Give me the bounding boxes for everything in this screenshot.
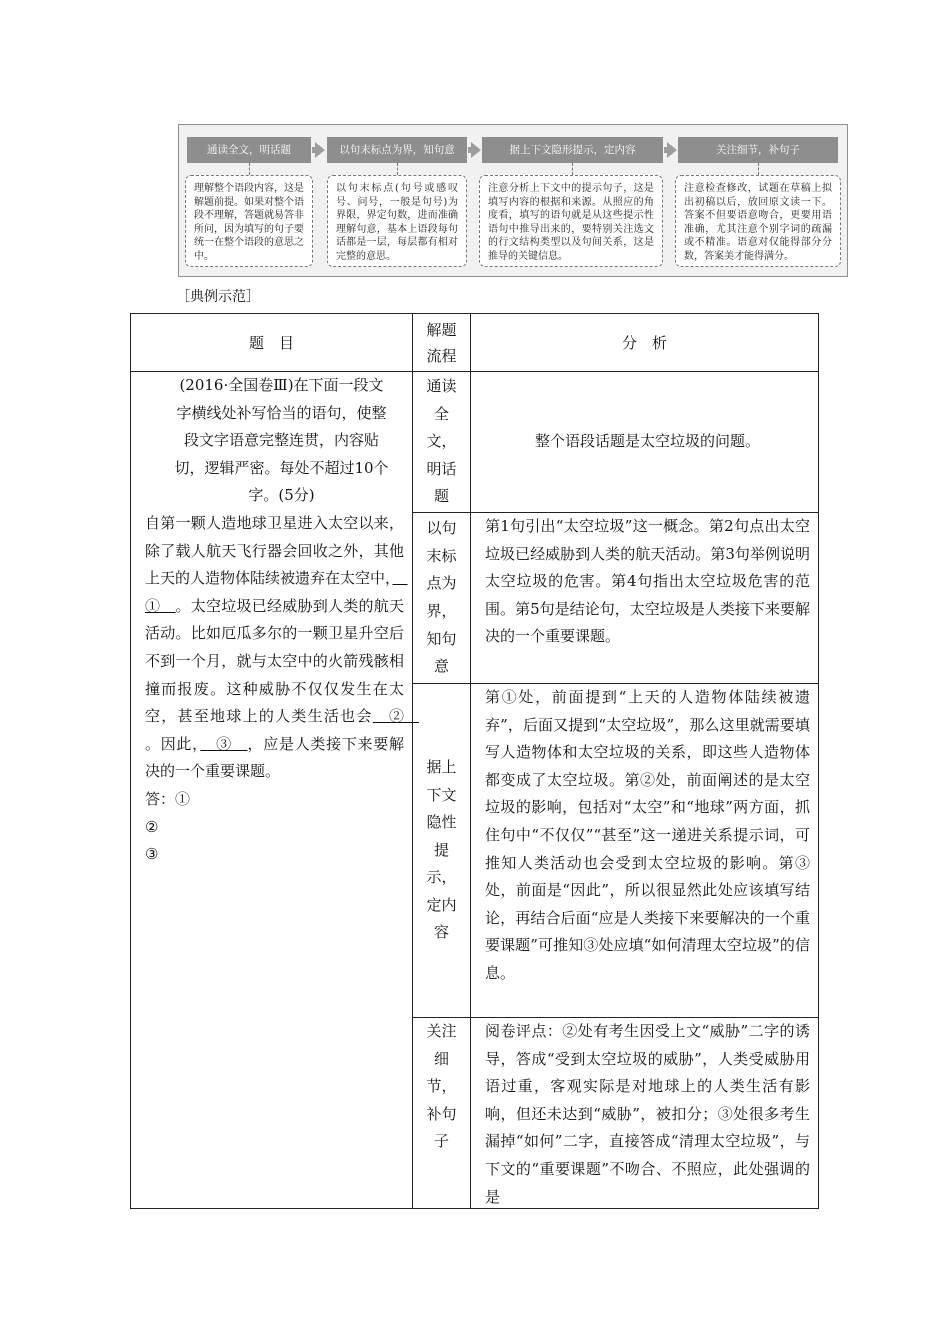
flow-connector-2 [397, 163, 398, 175]
flow-arrow-3-icon [667, 142, 677, 158]
passage-part-1: 自第一颗人造地球卫星进入太空以来，除了载人航天飞行器会回收之外，其他上天的人造物体陆续被遗弃在太空中， [145, 513, 404, 588]
question-passage [145, 510, 419, 786]
method-flow-diagram [178, 124, 848, 277]
process-step-4: 关注细节，补句子 [413, 1018, 471, 1209]
flow-step-4-title: 关注细节，补句子 [678, 137, 838, 163]
flow-connector-1 [249, 163, 250, 175]
answer-label-2: ② [145, 817, 159, 836]
blank-2: ② [372, 707, 419, 726]
flow-step-3-title: 据上下文隐形提示，定内容 [482, 137, 663, 163]
table-header-row [131, 314, 819, 372]
flow-step-3-desc: 注意分析上下文中的提示句子，这是填写内容的根据和来源。从照应的角度看，填写的语句就是从这些提示性语句中推导出来的，要特别关注选文的行文结构类型以及句间关系，这是推导的关键信息。 [479, 175, 663, 267]
flow-step-2-title: 以句末标点为界，知句意 [327, 137, 467, 163]
analysis-step-4-cell [471, 1018, 819, 1209]
passage-part-4: ，应是人类接下来要解决的一个重要课题。 [145, 734, 404, 781]
flow-arrow-2-icon [471, 142, 481, 158]
blank-3: ③ [200, 734, 248, 753]
section-caption: ［典例示范］ [176, 289, 260, 305]
table-row-1 [131, 372, 819, 513]
flow-arrow-1-icon [315, 142, 325, 158]
flow-connector-4 [758, 163, 759, 175]
flow-step-1-title: 通读全文，明话题 [187, 137, 311, 163]
header-analysis: 分 析 [471, 314, 819, 372]
question-intro: (2016·全国卷Ⅲ)在下面一段文字横线处补写恰当的语句，使整段文字语意完整连贯，内容贴切，逻辑严密。每处不超过10个字。(5分) [174, 376, 389, 505]
blank-1: ① [145, 569, 408, 615]
analysis-step-1: 整个语段话题是太空垃圾的问题。 [471, 372, 819, 513]
process-step-2: 以句末标点为界，知句意 [413, 513, 471, 684]
header-question: 题 目 [131, 314, 413, 372]
flow-step-1-desc: 理解整个语段内容，这是解题前提。如果对整个语段不理解，答题就易答非所问，因为填写的句子要统一在整个语段的意思之中。 [185, 175, 313, 267]
passage-part-2: 。太空垃圾已经威胁到人类的航天活动。比如厄瓜多尔的一颗卫星升空后不到一个月，就与太空中的火箭残骸相撞而报废。这种威胁不仅仅发生在太空，甚至地球上的人类生活也会 [145, 596, 404, 726]
analysis-step-2: 第1句引出“太空垃圾”这一概念。第2句点出太空垃圾已经威胁到人类的航天活动。第3句举例说明太空垃圾的危害。第4句指出太空垃圾危害的范围。第5句是结论句，太空垃圾是人类接下来要解决的一个重要课题。 [471, 513, 819, 684]
answer-label-3: ③ [145, 845, 159, 864]
passage-part-3: 。因此， [145, 734, 201, 753]
process-step-3: 据上下文隐性提示，定内容 [413, 684, 471, 1018]
example-table [130, 313, 819, 1209]
flow-step-4-desc: 注意检查修改，试题在草稿上拟出初稿以后，放回原文读一下。答案不但要语意吻合，更要用语准确，尤其注意个别字词的疏漏或不精准。语意对仅能得部分分数，答案美才能得满分。 [675, 175, 841, 267]
header-process: 解题流程 [413, 314, 471, 372]
flow-step-2-desc: 以句末标点(句号或感叹号、问号，一般是句号)为界限，界定句数，进而准确理解句意，基本上语段每句话都是一层，每层都有相对完整的意思。 [327, 175, 467, 267]
question-cell [131, 372, 419, 1209]
analysis-step-4: 阅卷评点：②处有考生因受上文“威胁”二字的诱导，答成“受到太空垃圾的威胁”，人类受威胁用语过重，客观实际是对地球上的人类生活有影响，但还未达到“威胁”，被扣分；③处很多考生漏掉“如何”二字，直接答成“清理太空垃圾”，与下文的“重要课题”不吻合、不照应，此处强调的是 [485, 1022, 810, 1206]
flow-connector-3 [572, 163, 573, 175]
analysis-step-3: 第①处，前面提到“上天的人造物体陆续被遗弃”，后面又提到“太空垃圾”，那么这里就需要填写人造物体和太空垃圾的关系，即这些人造物体都变成了太空垃圾。第②处，前面阐述的是太空垃圾的影响，包括对“太空”和“地球”两方面，抓住句中“不仅仅”“甚至”这一递进关系提示词，可推知人类活动也会受到太空垃圾的影响。第③处，前面是“因此”，所以很显然此处应该填写结论，再结合后面“应是人类接下来要解决的一个重要课题”可推知③处应填“如何清理太空垃圾”的信息。 [471, 684, 819, 1018]
answer-label-1: 答：① [145, 789, 191, 808]
process-step-1: 通读全文，明话题 [413, 372, 471, 513]
